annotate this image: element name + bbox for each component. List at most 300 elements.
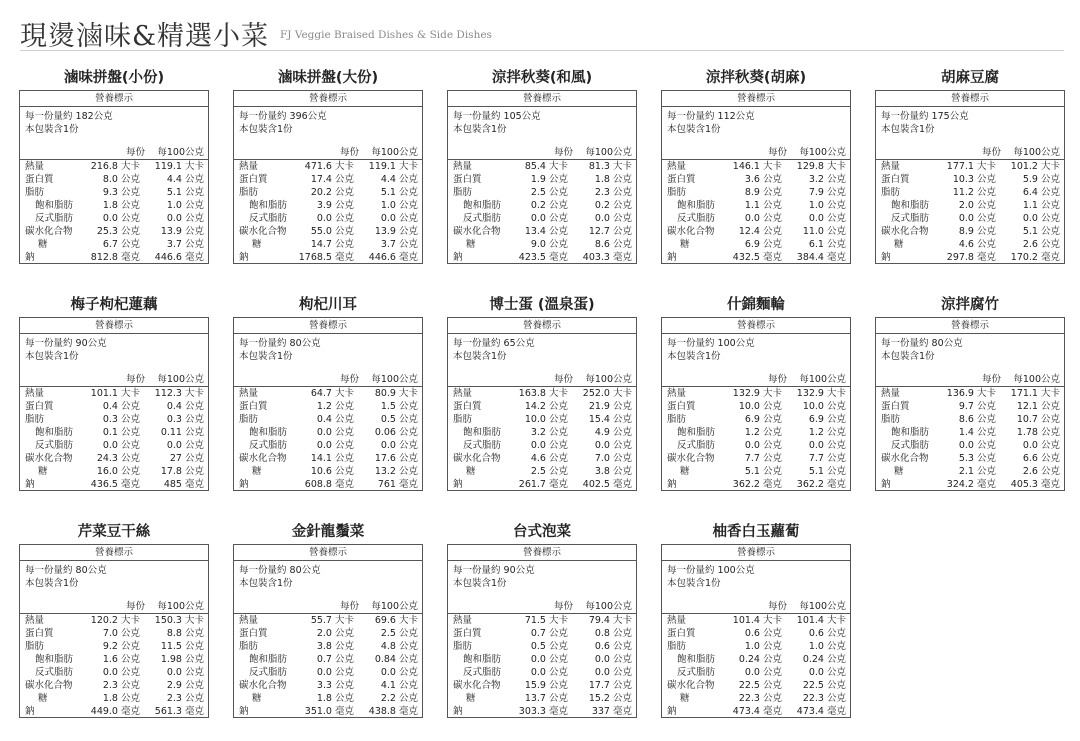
nutrient-row-trans-fat	[448, 666, 636, 679]
per-serving-value: 13.4 公克	[524, 226, 568, 237]
per-100g-value: 0.3 公克	[166, 414, 204, 425]
page-header	[20, 10, 1064, 51]
per-100g-value: 119.1 大卡	[154, 161, 204, 172]
per-100g-value: 6.1 公克	[808, 239, 846, 250]
nutrient-row-trans-fat	[20, 666, 208, 679]
nutrient-label: 鈉	[881, 479, 891, 490]
nutrient-row-calories	[448, 387, 636, 400]
nutrient-label: 脂肪	[667, 187, 687, 198]
per-100g-value: 11.0 公克	[802, 226, 846, 237]
per-100g-header: 每100公克	[799, 601, 846, 612]
nutrient-row-fat	[234, 186, 422, 199]
nutrient-label: 脂肪	[453, 187, 473, 198]
per-100g-value: 7.0 公克	[594, 453, 632, 464]
column-headers	[234, 146, 422, 160]
package-count: 本包裝含1份	[453, 351, 507, 362]
nutrient-row-protein	[448, 627, 636, 640]
per-serving-value: 0.0 公克	[530, 213, 568, 224]
nutrient-label: 碳水化合物	[881, 226, 929, 237]
nutrient-row-sat-fat	[234, 653, 422, 666]
nutrient-label: 反式脂肪	[677, 213, 716, 224]
per-100g-value: 3.2 公克	[808, 174, 846, 185]
nutrient-row-carbs	[234, 225, 422, 238]
nutrient-label: 蛋白質	[239, 174, 268, 185]
per-100g-header: 每100公克	[371, 147, 418, 158]
nutrition-panel	[661, 544, 851, 718]
nutrient-row-protein	[234, 173, 422, 186]
nutrient-label: 脂肪	[453, 641, 473, 652]
package-count: 本包裝含1份	[881, 351, 935, 362]
per-100g-value: 3.7 公克	[166, 239, 204, 250]
nutrient-row-sugar	[448, 238, 636, 251]
per-serving-value: 3.2 公克	[530, 427, 568, 438]
per-serving-value: 13.7 公克	[524, 693, 568, 704]
per-serving-value: 55.7 大卡	[310, 615, 354, 626]
package-count: 本包裝含1份	[453, 124, 507, 135]
per-100g-value: 5.1 公克	[166, 187, 204, 198]
nutrient-label: 飽和脂肪	[677, 200, 716, 211]
package-count: 本包裝含1份	[453, 578, 507, 589]
per-100g-value: 1.0 公克	[380, 200, 418, 211]
nutrient-label: 糖	[466, 693, 476, 704]
nutrient-label: 熱量	[881, 388, 901, 399]
nutrient-row-sat-fat	[234, 199, 422, 212]
card-title: 金針龍鬚菜	[291, 524, 365, 540]
per-serving-value: 0.6 公克	[744, 628, 782, 639]
serving-size: 每一份量約 100公克	[667, 565, 755, 576]
nutrient-row-sat-fat	[662, 426, 850, 439]
nutrient-row-sugar	[234, 238, 422, 251]
nutrient-label: 鈉	[453, 252, 463, 263]
per-serving-value: 10.0 公克	[524, 414, 568, 425]
nutrient-label: 糖	[680, 239, 690, 250]
per-100g-value: 403.3 毫克	[582, 252, 632, 263]
nutrient-label: 反式脂肪	[891, 213, 930, 224]
per-100g-value: 446.6 毫克	[368, 252, 418, 263]
nutrient-row-fat	[662, 640, 850, 653]
nutrient-row-sodium	[234, 705, 422, 718]
per-serving-value: 0.0 公克	[530, 667, 568, 678]
per-serving-value: 14.2 公克	[524, 401, 568, 412]
nutrient-row-sat-fat	[234, 426, 422, 439]
nutrient-row-carbs	[662, 452, 850, 465]
nutrient-label: 碳水化合物	[667, 680, 715, 691]
nutrient-row-sodium	[876, 478, 1064, 491]
per-100g-value: 4.9 公克	[594, 427, 632, 438]
per-100g-value: 81.3 大卡	[588, 161, 632, 172]
nutrition-card	[875, 293, 1065, 491]
nutrient-label: 熱量	[453, 161, 473, 172]
nutrient-row-calories	[448, 160, 636, 173]
nutrition-panel	[447, 544, 637, 718]
nutrient-label: 糖	[38, 239, 48, 250]
per-100g-value: 17.6 公克	[374, 453, 418, 464]
nutrient-row-calories	[234, 160, 422, 173]
nutrient-label: 熱量	[25, 161, 45, 172]
per-100g-value: 0.0 公克	[594, 440, 632, 451]
per-serving-value: 64.7 大卡	[310, 388, 354, 399]
nutrient-label: 鈉	[239, 252, 249, 263]
nutrient-row-sat-fat	[662, 653, 850, 666]
nutrient-row-trans-fat	[234, 212, 422, 225]
per-100g-value: 80.9 大卡	[374, 388, 418, 399]
column-headers	[234, 600, 422, 614]
per-serving-value: 0.0 公克	[316, 213, 354, 224]
nutrient-row-trans-fat	[662, 212, 850, 225]
nutrient-label: 飽和脂肪	[35, 427, 74, 438]
per-serving-value: 0.24 公克	[738, 654, 782, 665]
nutrient-label: 蛋白質	[453, 628, 482, 639]
nutrient-row-sugar	[662, 465, 850, 478]
nutrition-panel	[875, 317, 1065, 491]
per-serving-value: 11.2 公克	[952, 187, 996, 198]
per-serving-value: 146.1 大卡	[732, 161, 782, 172]
nutrient-row-trans-fat	[20, 212, 208, 225]
serving-size: 每一份量約 175公克	[881, 111, 969, 122]
per-serving-value: 8.0 公克	[102, 174, 140, 185]
per-100g-value: 402.5 毫克	[582, 479, 632, 490]
per-serving-value: 1.0 公克	[744, 641, 782, 652]
per-serving-value: 10.6 公克	[310, 466, 354, 477]
panel-heading: 營養標示	[20, 545, 208, 561]
nutrient-row-sugar	[876, 465, 1064, 478]
column-headers	[20, 600, 208, 614]
per-100g-value: 362.2 毫克	[796, 479, 846, 490]
per-serving-value: 812.8 毫克	[90, 252, 140, 263]
nutrient-label: 鈉	[25, 479, 35, 490]
nutrient-row-sugar	[876, 238, 1064, 251]
per-serving-value: 3.8 公克	[316, 641, 354, 652]
nutrition-card	[19, 293, 209, 491]
serving-size: 每一份量約 80公克	[881, 338, 963, 349]
card-title: 滷味拼盤(大份)	[277, 70, 379, 86]
card-title: 台式泡菜	[513, 524, 571, 540]
panel-heading: 營養標示	[20, 318, 208, 334]
nutrient-label: 脂肪	[881, 414, 901, 425]
nutrition-panel	[875, 90, 1065, 264]
nutrition-card	[19, 66, 209, 264]
nutrient-row-sodium	[448, 705, 636, 718]
nutrient-label: 反式脂肪	[249, 667, 288, 678]
per-serving-value: 4.6 公克	[530, 453, 568, 464]
panel-heading: 營養標示	[876, 91, 1064, 107]
per-100g-value: 6.4 公克	[1022, 187, 1060, 198]
per-100g-value: 5.1 公克	[1022, 226, 1060, 237]
nutrient-row-protein	[448, 400, 636, 413]
nutrient-label: 蛋白質	[25, 401, 54, 412]
nutrient-label: 熱量	[453, 388, 473, 399]
nutrient-label: 碳水化合物	[239, 680, 287, 691]
panel-heading: 營養標示	[234, 318, 422, 334]
per-100g-value: 132.9 大卡	[796, 388, 846, 399]
per-serving-value: 163.8 大卡	[518, 388, 568, 399]
per-100g-value: 10.7 公克	[1016, 414, 1060, 425]
per-100g-value: 4.4 公克	[380, 174, 418, 185]
per-100g-value: 0.0 公克	[166, 667, 204, 678]
nutrition-card	[233, 293, 423, 491]
nutrient-row-calories	[234, 614, 422, 627]
nutrition-card	[661, 520, 851, 718]
per-100g-value: 0.0 公克	[380, 667, 418, 678]
per-100g-value: 129.8 大卡	[796, 161, 846, 172]
nutrient-label: 飽和脂肪	[35, 200, 74, 211]
card-title: 滷味拼盤(小份)	[63, 70, 165, 86]
nutrient-label: 飽和脂肪	[463, 427, 502, 438]
per-100g-value: 1.1 公克	[1022, 200, 1060, 211]
per-serving-value: 0.4 公克	[102, 401, 140, 412]
nutrient-label: 熱量	[667, 161, 687, 172]
per-serving-value: 362.2 毫克	[732, 479, 782, 490]
per-serving-value: 436.5 毫克	[90, 479, 140, 490]
nutrient-label: 糖	[466, 466, 476, 477]
column-headers	[20, 146, 208, 160]
per-serving-value: 2.0 公克	[958, 200, 996, 211]
nutrient-label: 鈉	[453, 706, 463, 717]
per-100g-header: 每100公克	[1013, 147, 1060, 158]
nutrient-row-sat-fat	[876, 426, 1064, 439]
per-serving-value: 2.0 公克	[316, 628, 354, 639]
nutrient-label: 飽和脂肪	[249, 654, 288, 665]
per-serving-value: 8.6 公克	[958, 414, 996, 425]
per-100g-value: 119.1 大卡	[368, 161, 418, 172]
per-100g-value: 1.5 公克	[380, 401, 418, 412]
per-serving-header: 每份	[981, 374, 1001, 385]
per-100g-value: 3.8 公克	[594, 466, 632, 477]
nutrient-label: 飽和脂肪	[35, 654, 74, 665]
per-serving-header: 每份	[125, 601, 145, 612]
per-serving-value: 15.9 公克	[524, 680, 568, 691]
nutrient-label: 鈉	[453, 479, 463, 490]
nutrient-label: 蛋白質	[453, 174, 482, 185]
per-serving-header: 每份	[553, 374, 573, 385]
per-serving-value: 16.0 公克	[96, 466, 140, 477]
per-100g-value: 561.3 毫克	[154, 706, 204, 717]
panel-heading: 營養標示	[448, 91, 636, 107]
nutrient-label: 蛋白質	[25, 174, 54, 185]
per-100g-header: 每100公克	[585, 374, 632, 385]
per-100g-value: 473.4 毫克	[796, 706, 846, 717]
per-100g-value: 150.3 大卡	[154, 615, 204, 626]
card-title: 柚香白玉蘿蔔	[712, 524, 800, 540]
per-serving-value: 120.2 大卡	[90, 615, 140, 626]
nutrient-row-carbs	[876, 225, 1064, 238]
per-serving-value: 9.7 公克	[958, 401, 996, 412]
per-serving-value: 8.9 公克	[744, 187, 782, 198]
serving-size: 每一份量約 80公克	[239, 338, 321, 349]
per-100g-value: 438.8 毫克	[368, 706, 418, 717]
serving-info	[448, 107, 636, 136]
per-serving-value: 10.3 公克	[952, 174, 996, 185]
nutrient-row-protein	[662, 173, 850, 186]
per-100g-value: 485 毫克	[163, 479, 204, 490]
serving-info	[662, 107, 850, 136]
per-100g-value: 69.6 大卡	[374, 615, 418, 626]
per-100g-value: 8.6 公克	[594, 239, 632, 250]
nutrient-label: 脂肪	[239, 187, 259, 198]
package-count: 本包裝含1份	[239, 578, 293, 589]
per-serving-value: 0.0 公克	[102, 213, 140, 224]
card-title: 什錦麵輪	[727, 297, 785, 313]
card-title: 胡麻豆腐	[941, 70, 999, 86]
nutrient-row-calories	[448, 614, 636, 627]
nutrient-row-sodium	[876, 251, 1064, 264]
nutrient-label: 脂肪	[25, 414, 45, 425]
card-title: 梅子枸杞蓮藕	[70, 297, 158, 313]
per-100g-value: 22.5 公克	[802, 680, 846, 691]
per-serving-value: 0.0 公克	[316, 427, 354, 438]
per-serving-value: 1.2 公克	[744, 427, 782, 438]
per-100g-value: 0.0 公克	[1022, 440, 1060, 451]
panel-heading: 營養標示	[662, 545, 850, 561]
panel-heading: 營養標示	[448, 545, 636, 561]
per-serving-value: 1.6 公克	[102, 654, 140, 665]
nutrient-label: 熱量	[239, 388, 259, 399]
nutrient-row-sugar	[234, 692, 422, 705]
per-100g-header: 每100公克	[1013, 374, 1060, 385]
per-serving-value: 0.1 公克	[102, 427, 140, 438]
column-headers	[662, 373, 850, 387]
nutrient-label: 糖	[252, 466, 262, 477]
serving-info	[662, 334, 850, 363]
nutrient-label: 蛋白質	[239, 628, 268, 639]
nutrient-label: 飽和脂肪	[891, 427, 930, 438]
nutrient-row-carbs	[662, 679, 850, 692]
per-100g-value: 4.4 公克	[166, 174, 204, 185]
nutrient-row-sodium	[662, 705, 850, 718]
nutrient-row-calories	[662, 160, 850, 173]
per-100g-value: 12.1 公克	[1016, 401, 1060, 412]
nutrient-label: 蛋白質	[667, 628, 696, 639]
per-serving-value: 2.1 公克	[958, 466, 996, 477]
serving-info	[234, 107, 422, 136]
nutrition-panel	[447, 90, 637, 264]
nutrient-label: 反式脂肪	[249, 440, 288, 451]
nutrient-label: 碳水化合物	[25, 226, 73, 237]
nutrient-row-sat-fat	[448, 199, 636, 212]
nutrient-label: 鈉	[25, 252, 35, 263]
nutrient-row-trans-fat	[876, 439, 1064, 452]
nutrient-row-sat-fat	[20, 426, 208, 439]
nutrition-panel	[19, 90, 209, 264]
nutrient-label: 蛋白質	[239, 401, 268, 412]
per-100g-value: 171.1 大卡	[1010, 388, 1060, 399]
per-100g-value: 0.0 公克	[594, 213, 632, 224]
serving-info	[876, 334, 1064, 363]
nutrient-label: 反式脂肪	[249, 213, 288, 224]
per-serving-value: 0.0 公克	[744, 440, 782, 451]
per-100g-header: 每100公克	[157, 601, 204, 612]
serving-info	[20, 334, 208, 363]
serving-info	[662, 561, 850, 590]
per-100g-value: 0.6 公克	[594, 641, 632, 652]
nutrient-label: 反式脂肪	[463, 667, 502, 678]
nutrient-label: 反式脂肪	[463, 440, 502, 451]
per-serving-value: 297.8 毫克	[946, 252, 996, 263]
per-100g-value: 2.2 公克	[380, 693, 418, 704]
per-serving-value: 261.7 毫克	[518, 479, 568, 490]
per-serving-header: 每份	[767, 374, 787, 385]
column-headers	[234, 373, 422, 387]
per-serving-value: 9.0 公克	[530, 239, 568, 250]
nutrient-label: 碳水化合物	[25, 680, 73, 691]
serving-size: 每一份量約 100公克	[667, 338, 755, 349]
per-serving-value: 5.1 公克	[744, 466, 782, 477]
per-serving-value: 3.9 公克	[316, 200, 354, 211]
nutrient-label: 反式脂肪	[677, 440, 716, 451]
per-serving-value: 8.9 公克	[958, 226, 996, 237]
serving-info	[234, 334, 422, 363]
per-serving-value: 5.3 公克	[958, 453, 996, 464]
nutrient-label: 蛋白質	[667, 401, 696, 412]
nutrition-card	[447, 293, 637, 491]
nutrient-row-protein	[234, 627, 422, 640]
nutrient-label: 蛋白質	[25, 628, 54, 639]
nutrient-label: 碳水化合物	[239, 226, 287, 237]
nutrition-panel	[661, 90, 851, 264]
nutrient-label: 反式脂肪	[463, 213, 502, 224]
nutrient-row-trans-fat	[662, 666, 850, 679]
nutrient-row-sugar	[448, 465, 636, 478]
nutrient-label: 鈉	[667, 252, 677, 263]
serving-size: 每一份量約 90公克	[25, 338, 107, 349]
serving-size: 每一份量約 112公克	[667, 111, 755, 122]
per-serving-value: 0.0 公克	[530, 440, 568, 451]
nutrient-row-trans-fat	[662, 439, 850, 452]
panel-heading: 營養標示	[662, 318, 850, 334]
nutrient-label: 脂肪	[239, 414, 259, 425]
nutrient-label: 糖	[680, 693, 690, 704]
nutrition-panel	[233, 317, 423, 491]
nutrient-row-calories	[20, 160, 208, 173]
nutrient-row-protein	[20, 173, 208, 186]
card-title: 涼拌秋葵(胡麻)	[705, 70, 807, 86]
nutrient-row-protein	[876, 173, 1064, 186]
nutrient-label: 鈉	[239, 706, 249, 717]
nutrient-row-protein	[448, 173, 636, 186]
serving-size: 每一份量約 80公克	[25, 565, 107, 576]
nutrient-row-sodium	[662, 251, 850, 264]
per-serving-value: 7.0 公克	[102, 628, 140, 639]
per-serving-value: 101.4 大卡	[732, 615, 782, 626]
per-100g-header: 每100公克	[585, 147, 632, 158]
nutrient-row-sodium	[448, 478, 636, 491]
nutrient-label: 熱量	[453, 615, 473, 626]
nutrient-label: 蛋白質	[667, 174, 696, 185]
per-serving-value: 136.9 大卡	[946, 388, 996, 399]
per-serving-value: 3.3 公克	[316, 680, 354, 691]
serving-info	[448, 561, 636, 590]
per-100g-value: 384.4 毫克	[796, 252, 846, 263]
nutrition-card	[447, 66, 637, 264]
per-100g-value: 13.2 公克	[374, 466, 418, 477]
per-serving-value: 0.0 公克	[316, 440, 354, 451]
nutrient-label: 蛋白質	[881, 401, 910, 412]
column-headers	[876, 373, 1064, 387]
column-headers	[662, 600, 850, 614]
per-serving-value: 9.2 公克	[102, 641, 140, 652]
per-serving-value: 14.7 公克	[310, 239, 354, 250]
card-title: 涼拌秋葵(和風)	[491, 70, 593, 86]
per-serving-value: 25.3 公克	[96, 226, 140, 237]
nutrient-label: 碳水化合物	[25, 453, 73, 464]
per-serving-value: 6.9 公克	[744, 239, 782, 250]
column-headers	[448, 373, 636, 387]
per-serving-value: 473.4 毫克	[732, 706, 782, 717]
nutrition-panel	[661, 317, 851, 491]
per-100g-value: 6.6 公克	[1022, 453, 1060, 464]
per-100g-header: 每100公克	[799, 374, 846, 385]
nutrient-row-sodium	[662, 478, 850, 491]
